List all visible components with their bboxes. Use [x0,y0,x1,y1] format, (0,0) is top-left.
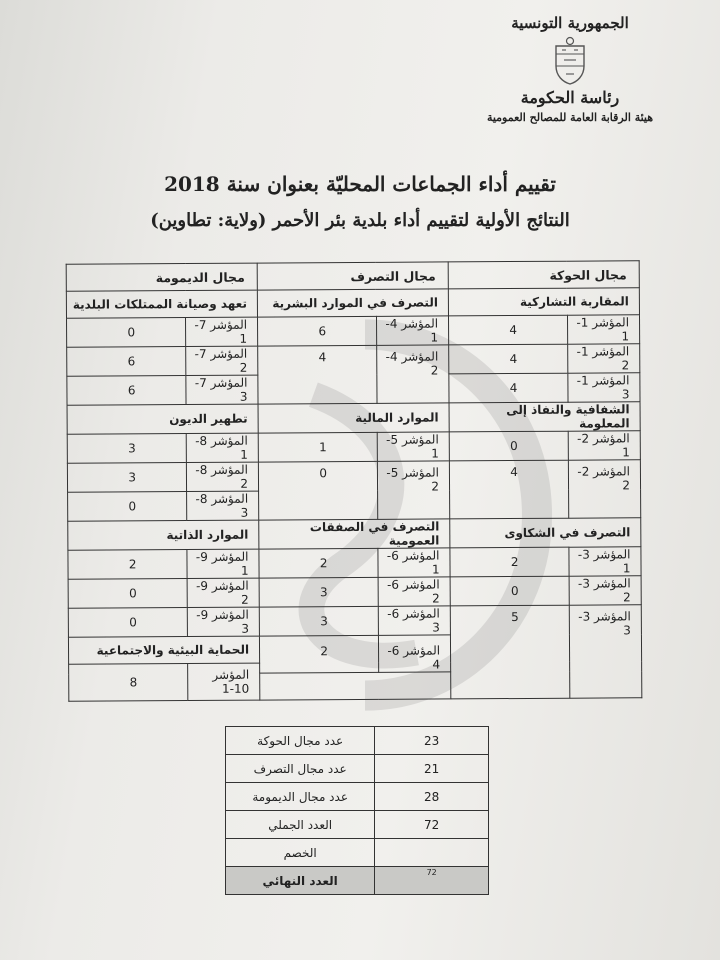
final-score-label: العدد النهائي [226,867,375,895]
indicator-label: المؤشر 1-1 [567,315,639,344]
domain-management: مجال التصرف [257,262,448,290]
table-row [226,839,489,867]
table-row [226,783,489,811]
indicator-value: 6 [67,347,186,377]
table-row [67,460,640,492]
indicator-label: المؤشر 8-2 [186,462,258,491]
summary-label: العدد الجملي [226,811,375,839]
summary-label: عدد مجال الحوكة [226,727,375,755]
indicator-label: المؤشر 3-3 [569,605,642,698]
indicator-label: المؤشر 10-1 [188,663,260,700]
table-row [68,518,641,550]
table-row [67,315,640,347]
indicator-value: 3 [67,434,186,464]
indicator-value: 0 [68,492,187,522]
authority-name: هيئة الرقابة العامة للمصالح العمومية [486,111,654,124]
table-row [66,288,639,318]
document-title: تقييم أداء الجماعات المحليّة بعنوان سنة 2018 [164,172,556,196]
category-participatory: المقاربة التشاركية [448,288,639,316]
indicator-label: المؤشر 5-2 [377,461,449,519]
summary-value: 21 [375,755,489,783]
category-human-resources: التصرف في الموارد البشرية [257,289,448,317]
indicator-value: 3 [67,463,186,493]
indicator-label: المؤشر 4-2 [377,345,449,403]
indicator-label: المؤشر 4-1 [376,316,448,345]
indicator-label: المؤشر 1-3 [568,373,640,402]
indicator-label: المؤشر 7-1 [185,317,257,346]
indicator-value: 4 [449,344,568,374]
empty-cell [260,672,451,700]
table-row [226,867,489,895]
indicator-value: 4 [449,460,568,519]
coat-of-arms-icon [550,36,590,86]
indicator-value: 6 [258,316,377,346]
category-property-maintenance: تعهد وصيانة الممتلكات البلدية [66,290,257,318]
indicator-value: 0 [67,318,186,348]
category-transparency: الشفافية والنفاذ إلى المعلومة [449,402,640,432]
indicator-value: 4 [449,315,568,345]
table-row [226,755,489,783]
evaluation-table [66,260,643,701]
summary-value: 28 [375,783,489,811]
table-row [67,431,640,463]
indicator-label: المؤشر 2-1 [568,431,640,460]
category-complaints: التصرف في الشكاوى [450,518,641,548]
indicator-label: المؤشر 8-1 [186,433,258,462]
indicator-value: 2 [68,550,187,580]
indicator-value: 5 [450,605,570,699]
indicator-label: المؤشر 3-1 [569,547,641,576]
table-row [68,605,641,637]
indicator-value: 0 [450,576,569,606]
table-row [68,547,641,579]
document-subtitle: النتائج الأولية لتقييم أداء بلدية بئر الأحمر (ولاية: تطاوين) [150,210,570,231]
table-row [67,402,640,434]
indicator-value: 3 [259,577,378,607]
indicator-label: المؤشر 6-4 [378,635,450,672]
indicator-label: المؤشر 1-2 [568,344,640,373]
summary-label: الخصم [226,839,375,867]
indicator-value: 4 [258,345,377,404]
summary-value [375,839,489,867]
indicator-label: المؤشر 7-2 [186,346,258,375]
letterhead [470,10,670,124]
indicator-value: 3 [259,606,378,636]
indicator-label: المؤشر 5-1 [377,432,449,461]
indicator-label: المؤشر 6-1 [378,548,450,577]
indicator-label: المؤشر 8-3 [187,491,259,520]
indicator-label: المؤشر 7-3 [186,375,258,404]
government-name: رئاسة الحكومة [520,88,620,107]
table-row [226,727,489,755]
indicator-value: 2 [259,548,378,578]
indicator-value: 6 [67,376,186,406]
indicator-label: المؤشر 2-2 [568,460,640,518]
summary-label: عدد مجال التصرف [226,755,375,783]
summary-value: 23 [375,727,489,755]
domain-sustainability: مجال الديمومة [66,263,257,291]
category-environmental-social: الحماية البيئية والاجتماعية [68,636,259,664]
category-public-procurement: التصرف في الصفقات العمومية [259,519,450,549]
table-row [67,344,640,376]
final-score-value: 72 [375,867,489,895]
indicator-label: المؤشر 9-2 [187,578,259,607]
category-financial-resources: الموارد المالية [258,403,449,433]
indicator-label: المؤشر 9-3 [187,607,259,636]
indicator-value: 4 [449,373,568,403]
indicator-value: 1 [258,432,377,462]
indicator-label: المؤشر 9-1 [187,549,259,578]
indicator-label: المؤشر 6-2 [378,577,450,606]
category-own-resources: الموارد الذاتية [68,520,259,550]
table-row [68,576,641,608]
table-row [66,261,639,291]
indicator-value: 0 [68,608,187,638]
indicator-label: المؤشر 6-3 [378,606,450,635]
indicator-value: 2 [450,547,569,577]
summary-table [225,726,489,895]
table-row [226,811,489,839]
indicator-value: 0 [258,461,377,520]
indicator-value: 0 [449,431,568,461]
category-debt-clearance: تطهير الديون [67,404,258,434]
summary-value: 72 [375,811,489,839]
domain-governance: مجال الحوكة [448,261,639,289]
indicator-value: 0 [68,579,187,609]
indicator-value: 2 [259,635,378,673]
indicator-value: 8 [69,664,188,702]
republic-name: الجمهورية التونسية [511,14,629,32]
indicator-label: المؤشر 3-2 [569,576,641,605]
summary-label: عدد مجال الديمومة [226,783,375,811]
